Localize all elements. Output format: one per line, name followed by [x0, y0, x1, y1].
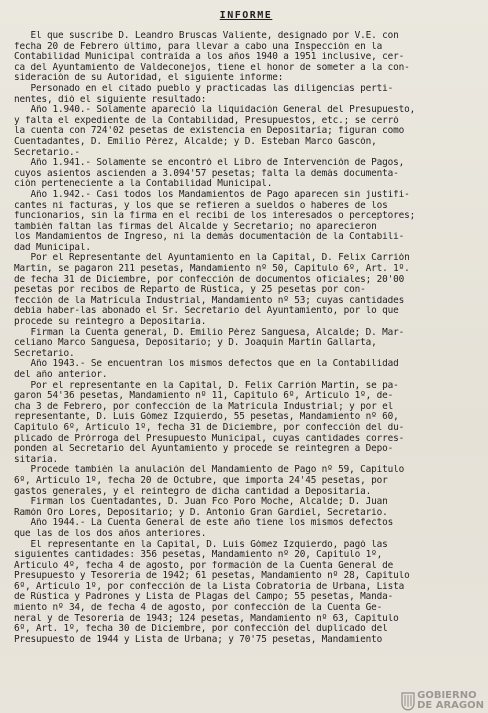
document-line: sitaría. [14, 454, 58, 465]
document-line: sideración de su Autoridad, el siguiente informe: [14, 73, 284, 84]
document-title: INFORME [219, 10, 273, 21]
document-line: 6º, Artículo 1º, por confección de la Lista Cobratoria de Urbana, Lista [14, 581, 405, 592]
document-line: de Rústica y Padrones y Lista de Plagas del Campo; 55 pesetas, Manda- [14, 592, 394, 603]
document-line: que las de los dos años anteriores. [14, 528, 207, 539]
document-line: cantes ni facturas, y los que se refieren a sueldos o haberes de los [14, 200, 388, 211]
document-line: Año 1943.- Se encuentran los mismos defectos que en la Contabilidad [14, 359, 399, 370]
watermark-line1: GOBIERNO [417, 690, 477, 701]
document-line: Por el Representante del Ayuntamiento en la Capital, D. Felix Carrión [14, 253, 410, 264]
document-line: Ramón Oro Lores, Depositario; y D. Antonio Gran Gardiel, Secretario. [14, 507, 388, 518]
document-line: 6º, Art. 1º, fecha 30 de Diciembre, por confección del duplicado del [14, 624, 388, 635]
document-line: cha 3 de Febrero, por confección de la Matrícula Industrial; y por el [14, 401, 394, 412]
document-line: El que suscribe D. Leandro Bruscas Valiente, designado por V.E. con [14, 31, 399, 41]
document-body [14, 31, 478, 645]
document-line: neral y de Tesorería de 1943; 124 pesetas, Mandamiento nº 63, Capítulo [14, 613, 399, 624]
document-line: dad Municipal. [14, 242, 91, 253]
document-line: pesetas por recibos de Reparto de Rústica, y 25 pesetas por con- [14, 285, 366, 296]
document-line: Secretario.- [14, 147, 80, 158]
document-line: Cuentadantes, D. Emilio Pérez, Alcalde; y D. Esteban Marco Gascón, [14, 136, 377, 147]
document-line: garon 54'36 pesetas, Mandamiento nº 11, Capítulo 6º, Artículo 1º, de- [14, 391, 394, 402]
document-line: Artículo 4º, fecha 4 de agosto, por formación de la Cuenta General de [14, 560, 394, 571]
document-line: funcionarios, sin la firma en el recibí de los interesados o perceptores; [14, 211, 416, 222]
document-line: ponden al Secretario del Ayuntamiento y procede se reintegren a Depo- [14, 444, 394, 455]
document-line: Firman los Cuentadantes, D. Juan Fco Poro Moche, Alcalde; D. Juan [14, 497, 388, 508]
document-line: Martín, se pagaron 211 pesetas, Mandamiento nº 50, Capítulo 6º, Art. 1º. [14, 264, 410, 275]
document-line: fecha 20 de Febrero último, para llevar a cabo una Inspección en la [14, 41, 383, 52]
document-line: 6º, Artículo 1º, fecha 20 de Octubre, que importa 24'45 pesetas, por [14, 475, 388, 486]
document-line: El representante en la Capital, D. Luis Gómez Izquierdo, pagó las [14, 539, 388, 550]
document-line: Procede también la anulación del Mandamiento de Pago nº 59, Capítulo [14, 465, 405, 476]
document-line: también faltan las firmas del Alcalde y Secretario; no aparecieron [14, 221, 377, 232]
document-line: Capítulo 6º, Artículo 1º, fecha 31 de Diciembre, por confección del du- [14, 422, 405, 433]
document-line: Contabilidad Municipal contraída a los años 1940 a 1951 inclusive, cer- [14, 52, 405, 63]
document-line: procede su reintegro a Depositaría. [14, 317, 207, 328]
document-line: Secretario. [14, 348, 75, 359]
document-line: la cuenta con 724'02 pesetas de existencia en Depositaría; figuran como [14, 126, 405, 137]
document-line: celiano Marco Sanguesa, Depositario; y D. Joaquín Martín Gallarta, [14, 338, 377, 349]
document-line: Año 1.940.- Solamente apareció la liquidación General del Presupuesto, [14, 105, 416, 116]
document-line: plicado de Prórroga del Presupuesto Municipal, cuyas cantidades corres- [14, 433, 405, 444]
aragon-crest-icon [401, 691, 415, 711]
document-line: Presupuesto de 1944 y Lista de Urbana; y 70'75 pesetas, Mandamiento [14, 634, 383, 645]
document-line: Año 1.942.- Casi todos los Mandamientos de Pago aparecen sin justifi- [14, 189, 410, 200]
document-line: de fecha 31 de Diciembre, por confección de documentos oficiales; 20'00 [14, 274, 405, 285]
document-line: los Mandamientos de Ingreso, ni la demás documentación de la Contabili- [14, 232, 405, 243]
document-line: fección de la Matrícula Industrial, Mandamiento nº 53; cuyas cantidades [14, 295, 405, 306]
document-line: siguientes cantidades: 356 pesetas, Mandamiento nº 20, Capítulo 1º, [14, 550, 383, 561]
watermark-logo [401, 691, 484, 711]
document-line: Año 1.941.- Solamente se encontró el Libro de Intervención de Pagos, [14, 158, 405, 169]
document-line: miento nº 34, de fecha 4 de agosto, por confección de la Cuenta Ge- [14, 603, 383, 614]
document-line: Año 1944.- La Cuenta General de este año tiene los mismos defectos [14, 518, 394, 529]
document-line: Personado en el citado pueblo y practicadas las diligencias perti- [14, 83, 394, 94]
document-line: debía haber-las abonado el Sr. Secretario del Ayuntamiento, por lo que [14, 306, 399, 317]
watermark-line2: DE ARAGON [417, 700, 484, 711]
document-line: representante, D. Luis Gómez Izquierdo, 55 pesetas, Mandamiento nº 60, [14, 412, 399, 423]
document-line: gastos generales, y el reintegro de dicha cantidad a Depositaría. [14, 486, 372, 497]
document-line: del año anterior. [14, 370, 108, 380]
document-line: ca del Ayuntamiento de Valdeconejos, tiene el honor de someter a la con- [14, 62, 410, 73]
document-line: Por el representante en la Capital, D. Felix Carrión Martín, se pa- [14, 380, 399, 391]
document-line: Firman la Cuenta general, D. Emilio Pérez Sanguesa, Alcalde; D. Mar- [14, 327, 405, 338]
document-line: y falta el expediente de la Contabilidad, Presupuestos, etc.; se cerró [14, 115, 399, 126]
document-line: cuyos asientos ascienden a 3.094'57 pesetas; falta la demás documenta- [14, 168, 399, 179]
document-line: Presupuesto y Tesorería de 1942; 61 pesetas, Mandamiento nº 28, Capítulo [14, 571, 410, 582]
document-line: nentes, dió el siguiente resultado: [14, 94, 207, 105]
document-line: ción perteneciente a la Contabilidad Municipal. [14, 179, 273, 190]
